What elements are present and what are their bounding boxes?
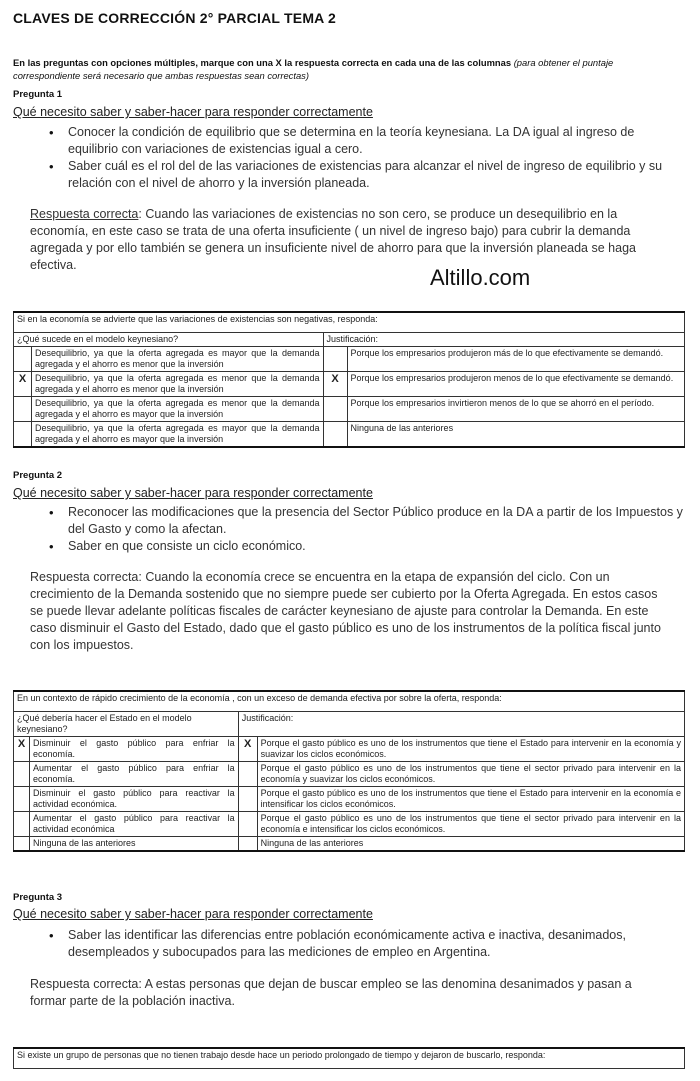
option-text: Desequilibrio, ya que la oferta agregada es menor que la demanda agregada y el ahorro es mayor que la inversión bbox=[31, 397, 323, 422]
table-row bbox=[14, 397, 685, 422]
justification-text: Ninguna de las anteriores bbox=[257, 837, 684, 852]
question-3-bullets bbox=[13, 927, 683, 961]
question-1-table bbox=[13, 311, 685, 448]
instructions bbox=[13, 56, 683, 82]
answer-mark-cell[interactable] bbox=[14, 812, 30, 837]
table-row bbox=[14, 422, 685, 448]
table-left-header: ¿Qué debería hacer el Estado en el modelo keynesiano? bbox=[14, 712, 239, 737]
answer-mark-cell[interactable]: X bbox=[14, 372, 32, 397]
justification-mark-cell[interactable] bbox=[238, 762, 257, 787]
option-text: Desequilibrio, ya que la oferta agregada es mayor que la demanda agregada y el ahorro es mayor que la inversión bbox=[31, 422, 323, 448]
table-row bbox=[14, 737, 685, 762]
question-1-heading: Qué necesito saber y saber-hacer para responder correctamente bbox=[13, 105, 373, 119]
table-row bbox=[14, 787, 685, 812]
question-2-answer: Respuesta correcta: Cuando la economía crece se encuentra en la etapa de expansión del ciclo. Con un crecimiento de la Demanda sostenido que no siempre puede ser cubierto por la Oferta Agregada. En estos casos se puede llevar adelante políticas fiscales de carácter keynesiano de ajuste para controlar la Demanda. En este caso disminuir el Gasto del Estado, dado que el gasto público es uno de los instrumentos de la política fiscal junto con los impuestos. bbox=[30, 570, 661, 652]
table-row bbox=[14, 812, 685, 837]
option-text: Disminuir el gasto público para reactivar la actividad económica. bbox=[29, 787, 238, 812]
option-text: Aumentar el gasto público para enfriar la economía. bbox=[29, 762, 238, 787]
question-2-bullet: • Reconocer las modificaciones que la presencia del Sector Público produce en la DA a partir de los Impuestos y del Gasto y como la afectan. bbox=[13, 504, 683, 538]
option-text: Aumentar el gasto público para reactivar la actividad económica bbox=[29, 812, 238, 837]
justification-mark-cell[interactable]: X bbox=[323, 372, 347, 397]
table-right-header: Justificación: bbox=[238, 712, 684, 737]
question-3-label: Pregunta 3 bbox=[13, 892, 63, 903]
justification-mark-cell[interactable] bbox=[323, 397, 347, 422]
question-3-answer: Respuesta correcta: A estas personas que dejan de buscar empleo se las denomina desanimados y pasan a formar parte de la población inactiva. bbox=[30, 977, 632, 1008]
question-2-table bbox=[13, 690, 685, 852]
justification-text: Ninguna de las anteriores bbox=[347, 422, 685, 448]
watermark: Altillo.com bbox=[430, 265, 531, 290]
option-text: Ninguna de las anteriores bbox=[29, 837, 238, 852]
justification-text: Porque el gasto público es uno de los instrumentos que tiene el Estado para intervenir en la economía e intensificar los ciclos económicos. bbox=[257, 787, 684, 812]
justification-text: Porque el gasto público es uno de los instrumentos que tiene el Estado para intervenir en la economía y suavizar los ciclos económicos. bbox=[257, 737, 684, 762]
answer-mark-cell[interactable] bbox=[14, 762, 30, 787]
question-1-bullets bbox=[13, 124, 683, 192]
table-prompt: Si en la economía se advierte que las variaciones de existencias son negativas, responda: bbox=[14, 312, 685, 333]
justification-text: Porque el gasto público es uno de los instrumentos que tiene el sector privado para intervenir en la economía e intensificar los ciclos económicos. bbox=[257, 812, 684, 837]
answer-mark-cell[interactable] bbox=[14, 422, 32, 448]
table-right-header: Justificación: bbox=[323, 333, 684, 347]
answer-mark-cell[interactable] bbox=[14, 837, 30, 852]
table-row bbox=[14, 347, 685, 372]
justification-mark-cell[interactable] bbox=[238, 812, 257, 837]
question-3-heading: Qué necesito saber y saber-hacer para responder correctamente bbox=[13, 907, 373, 921]
question-1-bullet: • Saber cuál es el rol del de las variaciones de existencias para alcanzar el nivel de ingreso de equilibrio y su relación con el nivel de ahorro y la inversión planeada. bbox=[13, 158, 683, 192]
justification-mark-cell[interactable] bbox=[323, 422, 347, 448]
table-row bbox=[14, 762, 685, 787]
option-text: Disminuir el gasto público para enfriar la economía. bbox=[29, 737, 238, 762]
answer-label: Respuesta correcta bbox=[30, 207, 139, 221]
answer-mark-cell[interactable]: X bbox=[14, 737, 30, 762]
table-row bbox=[14, 837, 685, 852]
justification-text: Porque el gasto público es uno de los instrumentos que tiene el sector privado para intervenir en la economía y suavizar los ciclos económicos. bbox=[257, 762, 684, 787]
option-text: Desequilibrio, ya que la oferta agregada es mayor que la demanda agregada y el ahorro es menor que la inversión bbox=[31, 347, 323, 372]
table-prompt: En un contexto de rápido crecimiento de la economía , con un exceso de demanda efectiva por sobre la oferta, responda: bbox=[14, 691, 685, 712]
answer-text: : Cuando las variaciones de existencias no son cero, se produce un desequilibrio en la economía, en este caso se trata de una oferta insuficiente ( un nivel de ingreso bajo) para cubrir la demanda agregada y por ello también se genera un insuficiente nivel de ahorro para que la inversión planeada se haga efectiva. bbox=[30, 207, 636, 272]
instructions-text: En las preguntas con opciones múltiples, marque con una X la respuesta correcta en cada una de las columnas bbox=[13, 57, 514, 68]
question-3-table bbox=[13, 1047, 685, 1069]
instructions-note: (para obtener el puntaje correspondiente será necesario que ambas respuestas sean correctas) bbox=[13, 57, 614, 81]
justification-mark-cell[interactable] bbox=[323, 347, 347, 372]
question-3-bullet: • Saber las identificar las diferencias entre población económicamente activa e inactiva, desanimados, desempleados y subocupados para las mediciones de empleo en Argentina. bbox=[13, 927, 683, 961]
question-2-heading: Qué necesito saber y saber-hacer para responder correctamente bbox=[13, 486, 373, 500]
answer-mark-cell[interactable] bbox=[14, 397, 32, 422]
justification-text: Porque los empresarios invirtieron menos de lo que se ahorró en el período. bbox=[347, 397, 685, 422]
table-row bbox=[14, 372, 685, 397]
table-prompt: Si existe un grupo de personas que no tienen trabajo desde hace un periodo prolongado de tiempo y dejaron de buscarlo, responda: bbox=[14, 1048, 685, 1069]
justification-text: Porque los empresarios produjeron más de lo que efectivamente se demandó. bbox=[347, 347, 685, 372]
question-1-label: Pregunta 1 bbox=[13, 89, 63, 100]
option-text: Desequilibrio, ya que la oferta agregada es menor que la demanda agregada y el ahorro es menor que la inversión bbox=[31, 372, 323, 397]
justification-mark-cell[interactable] bbox=[238, 837, 257, 852]
answer-mark-cell[interactable] bbox=[14, 787, 30, 812]
question-2-label: Pregunta 2 bbox=[13, 470, 63, 481]
justification-mark-cell[interactable]: X bbox=[238, 737, 257, 762]
question-1-bullet: • Conocer la condición de equilibrio que se determina en la teoría keynesiana. La DA igual al ingreso de equilibrio con variaciones de existencias igual a cero. bbox=[13, 124, 683, 158]
question-2-bullets bbox=[13, 504, 683, 555]
question-1-answer bbox=[30, 206, 670, 274]
table-left-header: ¿Qué sucede en el modelo keynesiano? bbox=[14, 333, 324, 347]
question-2-bullet: • Saber en que consiste un ciclo económico. bbox=[13, 538, 683, 555]
document-title: CLAVES DE CORRECCIÓN 2° PARCIAL TEMA 2 bbox=[13, 10, 337, 26]
justification-mark-cell[interactable] bbox=[238, 787, 257, 812]
answer-mark-cell[interactable] bbox=[14, 347, 32, 372]
justification-text: Porque los empresarios produjeron menos de lo que efectivamente se demandó. bbox=[347, 372, 685, 397]
